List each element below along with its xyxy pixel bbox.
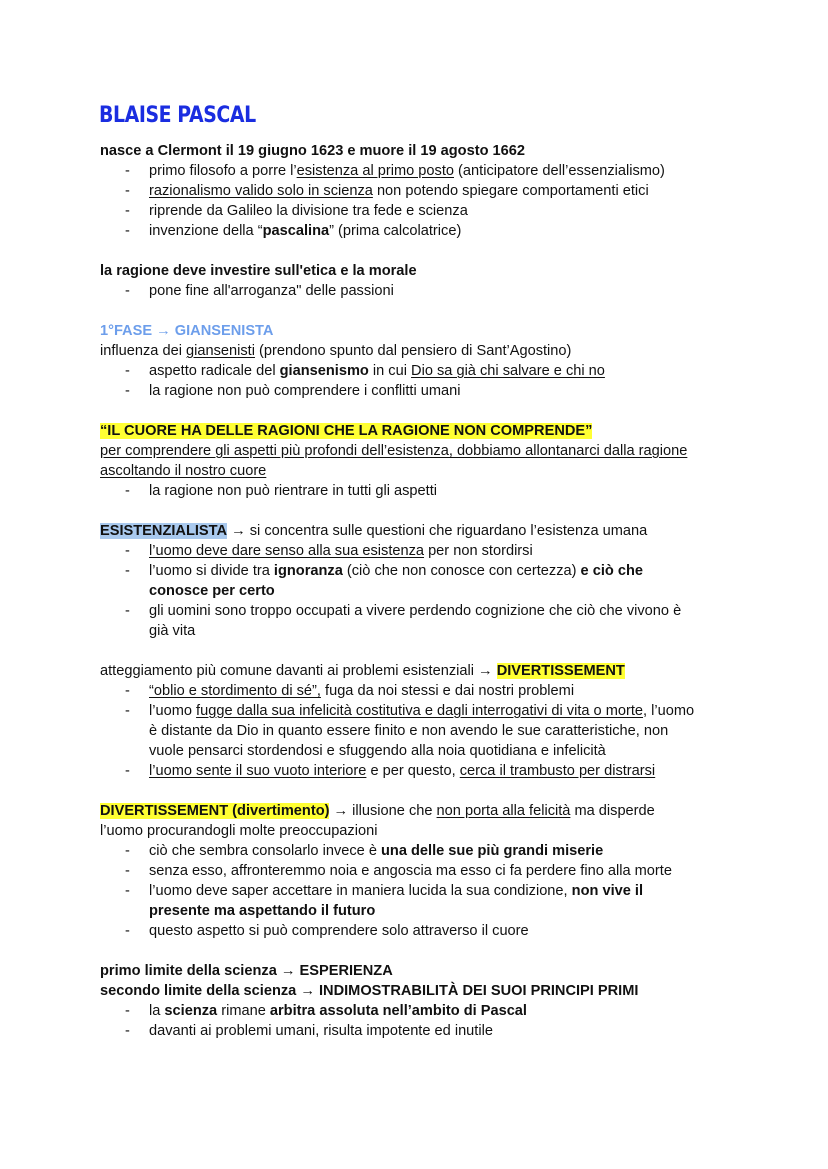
divert2-list (100, 841, 740, 941)
list-item: - l’uomo si divide tra ignoranza (ciò che non conosce con certezza) e ciò che conosce per certo (100, 561, 740, 601)
list-item: - invenzione della “pascalina” (prima calcolatrice) (100, 221, 740, 241)
fase1-heading: 1°FASE → GIANSENISTA (100, 323, 274, 339)
list-item: - razionalismo valido solo in scienza non potendo spiegare comportamenti etici (100, 181, 740, 201)
list-item: - senza esso, affronteremmo noia e angoscia ma esso ci fa perdere fino alla morte (100, 861, 740, 881)
limiti-line2: secondo limite della scienza → INDIMOSTRABILITÀ DEI SUOI PRINCIPI PRIMI (100, 983, 639, 999)
cuore-quote: “IL CUORE HA DELLE RAGIONI CHE LA RAGIONE NON COMPRENDE” (100, 423, 593, 439)
intro-list (100, 161, 740, 241)
limiti-line1: primo limite della scienza → ESPERIENZA (100, 963, 393, 979)
list-item: - l’uomo sente il suo vuoto interiore e per questo, cerca il trambusto per distrarsi (100, 761, 740, 781)
list-item: - l’uomo deve saper accettare in maniera lucida la sua condizione, non vive il presente ma aspettando il futuro (100, 881, 740, 921)
list-item: - “oblio e stordimento di sé”, fuga da noi stessi e dai nostri problemi (100, 681, 740, 701)
list-item: - gli uomini sono troppo occupati a vivere perdendo cognizione che ciò che vivono è già vita (100, 601, 740, 641)
divert-heading: atteggiamento più comune davanti ai problemi esistenziali → DIVERTISSEMENT (100, 663, 625, 679)
intro-heading: nasce a Clermont il 19 giugno 1623 e muore il 19 agosto 1662 (100, 143, 526, 159)
cuore-list (100, 481, 740, 501)
cuore-line2: ascoltando il nostro cuore (100, 463, 267, 479)
list-item: - questo aspetto si può comprendere solo attraverso il cuore (100, 921, 740, 941)
list-item: - l’uomo deve dare senso alla sua esistenza per non stordirsi (100, 541, 740, 561)
esist-heading: ESISTENZIALISTA → si concentra sulle questioni che riguardano l’esistenza umana (100, 523, 648, 539)
list-item: - la ragione non può rientrare in tutti gli aspetti (100, 481, 740, 501)
divert-list (100, 681, 740, 781)
list-item: - ciò che sembra consolarlo invece è una delle sue più grandi miserie (100, 841, 740, 861)
divert2-heading: DIVERTISSEMENT (divertimento) → illusione che non porta alla felicità ma disperde (100, 803, 655, 819)
list-item: - la scienza rimane arbitra assoluta nell’ambito di Pascal (100, 1001, 740, 1021)
limiti-list (100, 1001, 740, 1041)
list-item: - l’uomo fugge dalla sua infelicità costitutiva e dagli interrogativi di vita o morte, l’uomo è distante da Dio in quanto essere finito e non avendo le sue caratteristiche, non vuole pensarci stordendosi e sfuggendo alla noia quotidiana e infelicità (100, 701, 740, 761)
fase1-intro: influenza dei giansenisti (prendono spunto dal pensiero di Sant’Agostino) (100, 343, 572, 359)
list-item: - primo filosofo a porre l’esistenza al primo posto (anticipatore dell’essenzialismo) (100, 161, 740, 181)
ragione-heading: la ragione deve investire sull'etica e la morale (100, 263, 417, 279)
document-body (100, 141, 740, 1041)
fase1-list (100, 361, 740, 401)
list-item: - pone fine all'arroganza" delle passioni (100, 281, 740, 301)
ragione-list (100, 281, 740, 301)
list-item: - riprende da Galileo la divisione tra fede e scienza (100, 201, 740, 221)
divert2-line2: l’uomo procurandogli molte preoccupazioni (100, 823, 378, 839)
page-title: BLAISE PASCAL (99, 103, 256, 128)
list-item: - aspetto radicale del giansenismo in cui Dio sa già chi salvare e chi no (100, 361, 740, 381)
cuore-line1: per comprendere gli aspetti più profondi dell’esistenza, dobbiamo allontanarci dalla ragione (100, 443, 688, 459)
esist-list (100, 541, 740, 641)
list-item: - davanti ai problemi umani, risulta impotente ed inutile (100, 1021, 740, 1041)
list-item: - la ragione non può comprendere i conflitti umani (100, 381, 740, 401)
